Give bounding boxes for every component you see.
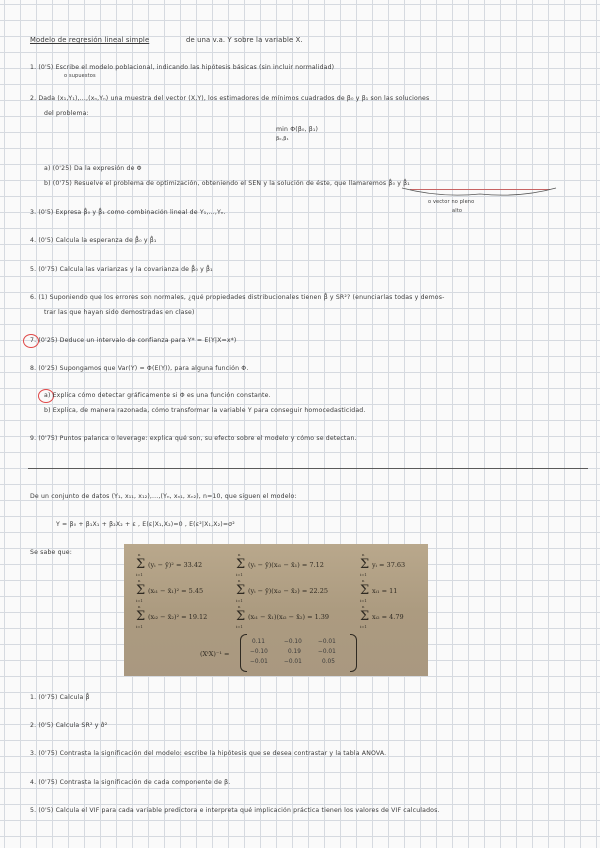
sum-upper: n (362, 578, 365, 583)
question-1-note: o supuestos (64, 73, 96, 79)
matrix-cell: 0.19 (288, 649, 301, 655)
sum-symbol: Σ (136, 609, 146, 624)
model-equation: Y = β₀ + β₁X₁ + β₂X₂ + ε , E(ε|X₁,X₂)=0 , E(ε²|X₁,X₂)=σ² (56, 521, 235, 528)
sum-symbol: Σ (236, 609, 246, 624)
sum-lower: i=1 (136, 598, 143, 603)
matrix-label: (XᵗX)⁻¹ = (200, 650, 230, 658)
sum-symbol: Σ (360, 583, 370, 598)
matrix-cell: 0.05 (322, 659, 335, 665)
page-title-rest: de una v.a. Y sobre la variable X. (186, 36, 303, 44)
sum-lower: i=1 (236, 598, 243, 603)
question-3: 3. (0'5) Expresa β̂₀ y β̂₁ como combinación lineal de Y₁,...,Yₙ. (30, 209, 226, 216)
sum-symbol: Σ (236, 583, 246, 598)
matrix-cell: −0.01 (318, 649, 336, 655)
question-2b: b) (0'75) Resuelve el problema de optimización, obteniendo el SEN y la solución de éste, que llamaremos β̂₀ y β̂₁ (44, 180, 410, 187)
sum-lower: i=1 (360, 598, 367, 603)
question-7: 7. (0'25) Deduce un intervalo de confianza para Y* = E(Y|X=x*) (30, 337, 237, 344)
matrix-right-bracket (350, 634, 357, 672)
question-2b-note-2: alto (452, 208, 463, 214)
sum-symbol: Σ (236, 557, 246, 572)
sum-upper: n (238, 604, 241, 609)
sum-x1x1: (xᵢ₁ − x̄₁)² = 5.45 (148, 587, 204, 595)
brace-mark (400, 186, 560, 200)
exercise-intro: De un conjunto de datos (Y₁, x₁₁, x₁₂),...,(Yₙ, xₙ₁, xₙ₂), n=10, que siguen el modelo: (30, 493, 297, 500)
question-9: 9. (0'75) Puntos palanca o leverage: explica qué son, su efecto sobre el modelo y cómo se detectan. (30, 435, 357, 442)
sum-symbol: Σ (360, 609, 370, 624)
section-divider (28, 468, 588, 469)
sum-x1x2: (xᵢ₁ − x̄₁)(xᵢ₂ − x̄₂) = 1.39 (248, 613, 330, 621)
page-title (30, 36, 149, 44)
exercise-question-1: 1. (0'75) Calcula β̂ (30, 694, 90, 701)
exercise-question-3: 3. (0'75) Contrasta la significación del modelo: escribe la hipótesis que se desea contrastar y la tabla ANOVA. (30, 750, 387, 757)
se-sabe-label: Se sabe que: (30, 549, 72, 556)
matrix-cell: −0.01 (318, 639, 336, 645)
sum-x1: xᵢ₁ = 11 (372, 587, 398, 595)
sum-upper: n (138, 604, 141, 609)
exercise-question-5: 5. (0'5) Calcula el VIF para cada variable predictora e interpreta qué implicación práctica tienen los valores de VIF calculados. (30, 807, 440, 814)
matrix-cell: 0.11 (252, 639, 265, 645)
question-2-cont: del problema: (44, 110, 89, 117)
exercise-question-2: 2. (0'5) Calcula SR² y σ̂² (30, 722, 108, 729)
matrix-cell: −0.10 (250, 649, 268, 655)
sum-symbol: Σ (136, 557, 146, 572)
sum-yy: (yᵢ − ȳ)² = 33.42 (148, 561, 203, 569)
sum-symbol: Σ (360, 557, 370, 572)
matrix-cell: −0.01 (250, 659, 268, 665)
sum-yx2: (yᵢ − ȳ)(xᵢ₂ − x̄₂) = 22.25 (248, 587, 328, 595)
sum-lower: i=1 (236, 572, 243, 577)
sum-lower: i=1 (136, 572, 143, 577)
sum-yx1: (yᵢ − ȳ)(xᵢ₁ − x̄₁) = 7.12 (248, 561, 324, 569)
sum-lower: i=1 (236, 624, 243, 629)
min-problem: min Φ(β₀, β₁) (276, 126, 319, 133)
matrix-cell: −0.10 (284, 639, 302, 645)
sum-upper: n (362, 552, 365, 557)
sum-y: yᵢ = 37.63 (372, 561, 406, 569)
sum-x2x2: (xᵢ₂ − x̄₂)² = 19.12 (148, 613, 208, 621)
question-2b-note: o vector no pleno (428, 199, 475, 205)
matrix-left-bracket (240, 634, 247, 672)
formula-photo (124, 544, 428, 676)
question-4: 4. (0'5) Calcula la esperanza de β̂₀ y β̂₁ (30, 237, 157, 244)
question-8b: b) Explica, de manera razonada, cómo transformar la variable Y para conseguir homocedasticidad. (44, 407, 366, 414)
min-problem-sub: β₀,β₁ (276, 136, 289, 142)
sum-lower: i=1 (360, 624, 367, 629)
question-2a: a) (0'25) Da la expresión de Φ (44, 165, 142, 172)
question-5: 5. (0'75) Calcula las varianzas y la covarianza de β̂₀ y β̂₁ (30, 266, 213, 273)
question-1: 1. (0'5) Escribe el modelo poblacional, indicando las hipótesis básicas (sin incluir normalidad) (30, 64, 335, 71)
sum-lower: i=1 (136, 624, 143, 629)
question-6-cont: trar las que hayan sido demostradas en clase) (44, 309, 195, 316)
question-2: 2. Dada (x₁,Y₁),...,(xₙ,Yₙ) una muestra del vector (X,Y), los estimadores de mínimos cuadrados de β₀ y β₁ son las soluciones (30, 95, 430, 102)
sum-x2: xᵢ₂ = 4.79 (372, 613, 404, 621)
question-8: 8. (0'25) Supongamos que Var(Y) = Φ(E(Y)), para alguna función Φ. (30, 365, 249, 372)
sum-upper: n (138, 552, 141, 557)
sum-upper: n (238, 578, 241, 583)
sum-symbol: Σ (136, 583, 146, 598)
matrix-cell: −0.01 (284, 659, 302, 665)
sum-upper: n (362, 604, 365, 609)
title-underlined: Modelo de regresión lineal simple (30, 36, 150, 44)
exercise-question-4: 4. (0'75) Contrasta la significación de cada componente de β. (30, 779, 231, 786)
sum-upper: n (238, 552, 241, 557)
question-8a: a) Explica cómo detectar gráficamente si Φ es una función constante. (44, 392, 271, 399)
question-6: 6. (1) Suponiendo que los errores son normales, ¿qué propiedades distribucionales tienen β̂ y SR²? (enunciarlas todas y demos- (30, 294, 445, 301)
sum-lower: i=1 (360, 572, 367, 577)
sum-upper: n (138, 578, 141, 583)
